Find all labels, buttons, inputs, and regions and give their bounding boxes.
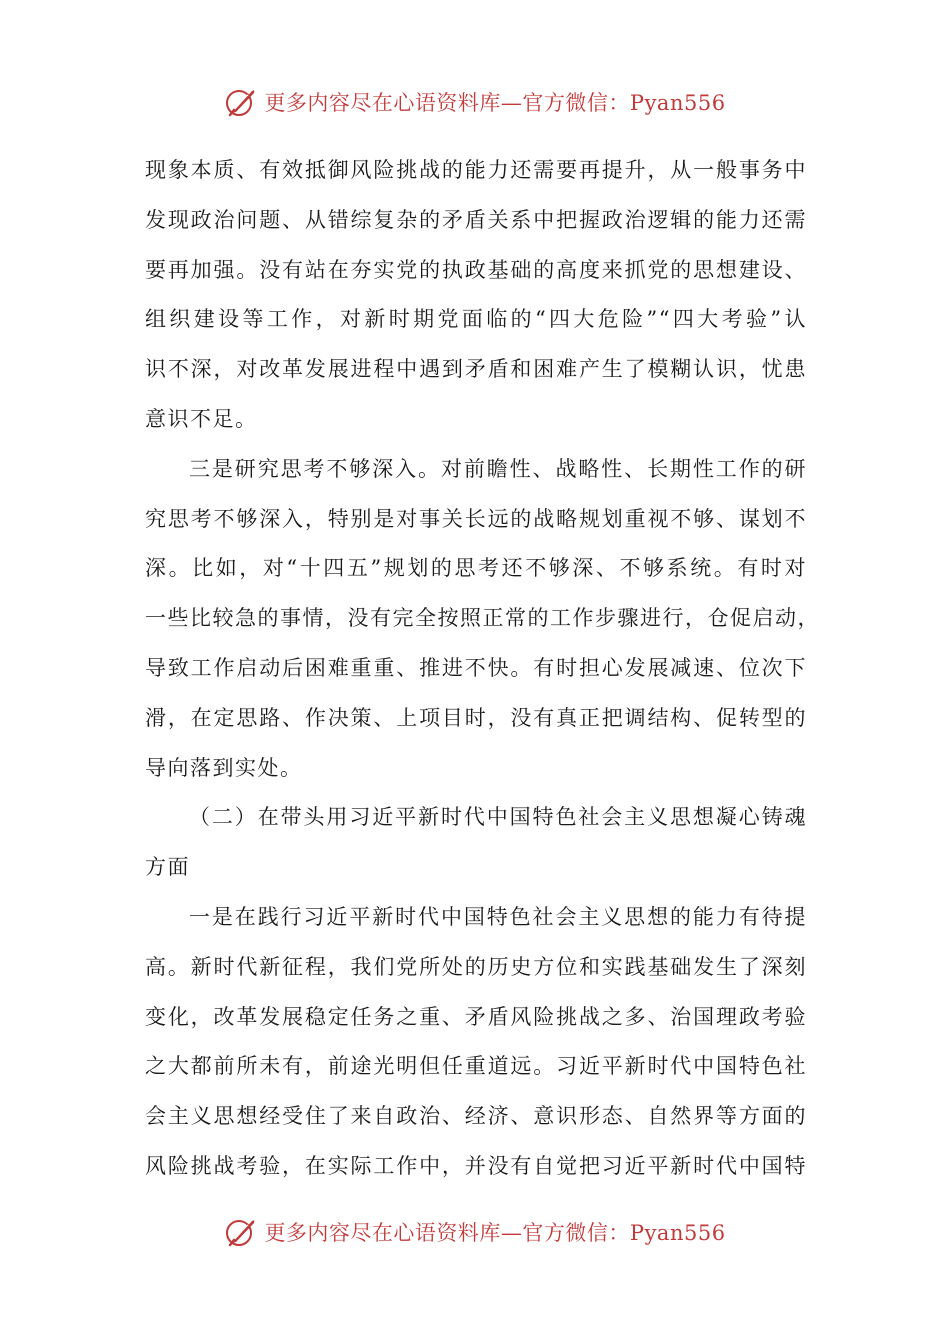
text-line: 会主义思想经受住了来自政治、经济、意识形态、自然界等方面的 <box>145 1104 807 1129</box>
text-line: 之大都前所未有，前途光明但任重道远。习近平新时代中国特色社 <box>145 1054 807 1079</box>
paragraph-research-thinking <box>145 445 820 794</box>
text-line: 高。新时代新征程，我们党所处的历史方位和实践基础发生了深刻 <box>145 954 807 979</box>
text-line: 导向落到实处。 <box>145 755 303 780</box>
text-line: 深。比如，对“十四五”规划的思考还不够深、不够系统。有时对 <box>145 556 807 581</box>
paragraph-continuation <box>145 146 807 445</box>
heading-line: （二）在带头用习近平新时代中国特色社会主义思想凝心铸魂 <box>189 805 807 830</box>
feather-pen-logo-icon <box>224 1215 258 1249</box>
text-line: 一些比较急的事情，没有完全按照正常的工作步骤进行，仓促启动， <box>145 606 820 631</box>
footer-banner-text: 更多内容尽在心语资料库—官方微信：Pyan556 <box>264 1221 726 1245</box>
header-banner <box>0 82 950 122</box>
text-line: 组织建设等工作，对新时期党面临的“四大危险”“四大考验”认 <box>145 307 807 332</box>
feather-pen-logo-icon <box>224 85 258 119</box>
text-line: 变化，改革发展稳定任务之重、矛盾风险挑战之多、治国理政考验 <box>145 1004 807 1029</box>
text-line: 一是在践行习近平新时代中国特色社会主义思想的能力有待提 <box>189 904 807 929</box>
text-line: 导致工作启动后困难重重、推进不快。有时担心发展减速、位次下 <box>145 655 807 680</box>
text-line: 现象本质、有效抵御风险挑战的能力还需要再提升，从一般事务中 <box>145 158 807 182</box>
text-line: 风险挑战考验，在实际工作中，并没有自觉把习近平新时代中国特 <box>145 1153 807 1178</box>
text-line: 识不深，对改革发展进程中遇到矛盾和困难产生了模糊认识，忧患 <box>145 357 807 382</box>
text-line: 意识不足。 <box>145 406 258 431</box>
heading-line: 方面 <box>145 855 190 880</box>
section-heading <box>145 793 807 893</box>
paragraph-practice-ability <box>145 893 807 1192</box>
text-line: 发现政治问题、从错综复杂的矛盾关系中把握政治逻辑的能力还需 <box>145 207 807 232</box>
text-line: 要再加强。没有站在夯实党的执政基础的高度来抓党的思想建设、 <box>145 257 807 282</box>
footer-banner <box>0 1212 950 1252</box>
header-banner-text: 更多内容尽在心语资料库—官方微信：Pyan556 <box>264 91 726 115</box>
text-line: 滑，在定思路、作决策、上项目时，没有真正把调结构、促转型的 <box>145 705 807 730</box>
text-line: 究思考不够深入，特别是对事关长远的战略规划重视不够、谋划不 <box>145 506 807 531</box>
document-body <box>145 146 820 1192</box>
text-line: 三是研究思考不够深入。对前瞻性、战略性、长期性工作的研 <box>189 456 807 481</box>
